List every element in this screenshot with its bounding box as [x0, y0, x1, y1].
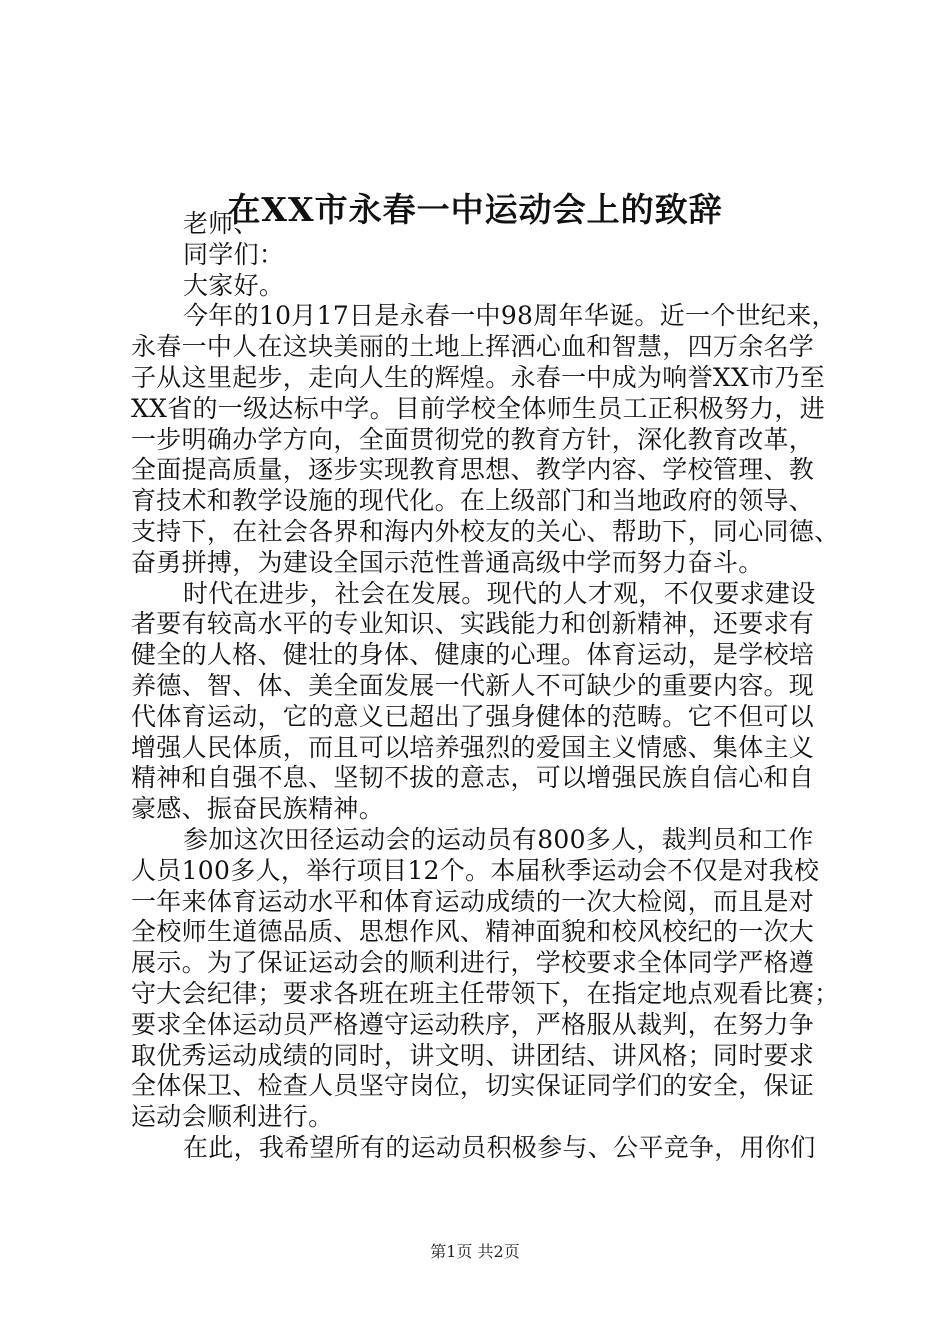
document-title: 在XX市永春一中运动会上的致辞: [227, 190, 723, 229]
text-line: 人员100多人，举行项目12个。本届秋季运动会不仅是对我校: [131, 855, 820, 885]
text-line: 精神和自强不息、坚韧不拔的意志，可以增强民族自信心和自: [131, 763, 815, 793]
text-line: 大家好。: [183, 270, 285, 300]
text-line: 奋勇拼搏，为建设全国示范性普通高级中学而努力奋斗。: [131, 547, 764, 577]
text-line: 育技术和教学设施的现代化。在上级部门和当地政府的领导、: [131, 486, 815, 516]
text-line: 支持下，在社会各界和海内外校友的关心、帮助下，同心同德、: [131, 516, 840, 546]
text-line: 今年的10月17日是永春一中98周年华诞。近一个世纪来，: [183, 301, 837, 331]
page-footer: 第1页 共2页: [430, 1242, 520, 1261]
text-line: 参加这次田径运动会的运动员有800多人，裁判员和工作: [183, 824, 814, 854]
text-line: 子从这里起步，走向人生的辉煌。永春一中成为响誉XX市乃至: [131, 362, 825, 392]
text-line: 同学们：: [183, 239, 285, 269]
text-line: 全面提高质量，逐步实现教育思想、教学内容、学校管理、教: [131, 455, 815, 485]
text-line: 增强人民体质，而且可以培养强烈的爱国主义情感、集体主义: [131, 732, 815, 762]
text-line: 运动会顺利进行。: [131, 1102, 334, 1132]
text-line: 代体育运动，它的意义已超出了强身健体的范畴。它不但可以: [131, 701, 815, 731]
text-line: 展示。为了保证运动会的顺利进行，学校要求全体同学严格遵: [131, 948, 815, 978]
text-line: 健全的人格、健壮的身体、健康的心理。体育运动，是学校培: [131, 640, 815, 670]
text-line: 豪感、振奋民族精神。: [131, 794, 385, 824]
text-line: 守大会纪律；要求各班在班主任带领下，在指定地点观看比赛；: [131, 978, 840, 1008]
text-line: 全校师生道德品质、思想作风、精神面貌和校风校纪的一次大: [131, 917, 815, 947]
text-line: 时代在进步，社会在发展。现代的人才观，不仅要求建设: [183, 578, 816, 608]
text-line: 养德、智、体、美全面发展一代新人不可缺少的重要内容。现: [131, 670, 815, 700]
text-line: 要求全体运动员严格遵守运动秩序，严格服从裁判，在努力争: [131, 1009, 815, 1039]
text-line: 永春一中人在这块美丽的土地上挥洒心血和智慧，四万余名学: [131, 332, 815, 362]
text-line: XX省的一级达标中学。目前学校全体师生员工正积极努力，进: [131, 393, 825, 423]
text-line: 一步明确办学方向，全面贯彻党的教育方针，深化教育改革，: [131, 424, 815, 454]
text-line: 者要有较高水平的专业知识、实践能力和创新精神，还要求有: [131, 609, 815, 639]
text-line: 老师、: [183, 209, 259, 238]
text-line: 在此，我希望所有的运动员积极参与、公平竞争，用你们: [183, 1132, 816, 1162]
document-body: [131, 209, 840, 1164]
text-line: 全体保卫、检查人员坚守岗位，切实保证同学们的安全，保证: [131, 1071, 815, 1101]
text-line: 一年来体育运动水平和体育运动成绩的一次大检阅，而且是对: [131, 886, 815, 916]
text-line: 取优秀运动成绩的同时，讲文明、讲团结、讲风格；同时要求: [131, 1040, 815, 1070]
